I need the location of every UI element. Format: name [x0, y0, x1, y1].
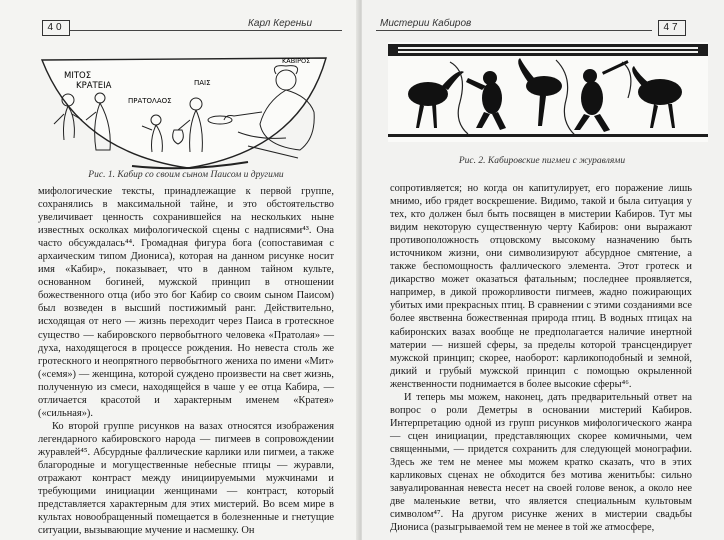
running-head-right: Мистерии Кабиров	[380, 18, 472, 29]
header-rule-left	[70, 30, 342, 31]
figure-1-kabir-vase	[38, 54, 330, 172]
left-body-text	[38, 185, 334, 537]
figure-2-caption: Рис. 2. Кабировские пигмеи с журавлями	[458, 156, 626, 166]
right-paragraph-2: И теперь мы можем, наконец, дать предварительный ответ на вопрос о роли Деметры в основании мистерий Кабиров. Интерпретацию одной из групп рисунков мифологического жанра — сцен инициации, представляющих скорее комичными, чем священными, — придется сохранить для следующей монографии. Здесь же тем не менее мы можем кратко сказать, что в этих карликовых сценах не обходится без мотива женитьбы: сильно завуалированная невеста несет на своей голове венок, а около нее две маленькие ветви, что является специальным культовым символом⁴⁷. На другом рисунке жених в мистерии свадьбы Диониса (разыгрываемой тем не менее в той же атмосфере,	[390, 391, 692, 534]
figure-2-pygmies-cranes-frieze	[388, 42, 708, 142]
left-paragraph-1: мифологические тексты, принадлежащие к первой группе, сохранялись в максимальной тайне, и это обстоятельство увеличивает ценность сохранившейся на нескольких ныне известных осколках мифологической сцены с надписями⁴³. Она часто обсуждалась⁴⁴. Громадная фигура бога (сопоставимая с архаическим типом Диониса), которая на данном рисунке носит имя «Кабир», показывает, что в данном тайном культе, основанном богиней, мужской принцип в отношении божественного отца (ибо это бог Кабир со своим сыном Паисом) был возведен в высший постижимый ранг. Действительно, исходящая от него — жизнь переходит через Паиса в гротескное существо — кабировского первобытного человека «Пратолая» — духа, находящегося в процессе рождения. Но невеста столь же гротескного и неопрятного первобытного жениха по имени «Мит» («семя») — женщина, которой суждено произвести на свет жизнь, полученную из смеси, находящейся в чаше у ее отца Кабира, — отличается красотой и характерным именем «Кратея» («сильная»).	[38, 186, 334, 419]
inscription-pratolaos: ΠΡΑΤΟΛΑΟΣ	[128, 97, 172, 105]
right-page	[362, 0, 724, 540]
page-number-right: 47	[658, 20, 686, 36]
right-body-text	[390, 182, 692, 534]
header-rule-right	[376, 30, 652, 31]
inscription-pais: ΠΑΙΣ	[194, 79, 211, 87]
inscription-mitos: ΜΙΤΟΣ	[64, 71, 92, 81]
right-paragraph-1: сопротивляется; но когда он капитулирует, его поражение лишь мнимо, ибо грядет воскрешение. Видимо, такой и была ситуация у тех, кто должен был быть посвящен в мистерии Кабиров. Тут мы видим некоторую существенную черту Кабиров: они выражают противоположность отцовскому высокому назначению быть источником жизни, они символизируют абсурдное смятение, а также беспомощность фаллического элемента. Этот гротеск и дикарство может оказаться фатальным; последнее проявляется, например, в дикой прожорливости пигмеев, жадно пожирающих убитых ими прекрасных птиц. В сравнении с этими созданиями все более явственна божественная природа птиц. В водных птицах на кабиронских вазах вообще не предполагается наличие инертной материи — низшей сферы, за пределы которой трансцендирует мужской принцип; скорее, наоборот: карликоподобный и земной, дикий и грубый мужской принцип с помощью окрыленной женственности поднимается в более высокие сферы⁴⁶.	[390, 183, 692, 390]
inscription-kabiros: ΚΑΒΙΡΟΣ	[282, 57, 311, 65]
running-head-left: Карл Кереньи	[248, 18, 313, 29]
page-number-left: 40	[42, 20, 70, 36]
inscription-krateia: ΚΡΑΤΕΙΑ	[76, 81, 112, 91]
left-paragraph-2: Ко второй группе рисунков на вазах относятся изображения легендарного кабировского народа — пигмеев в сопровождении журавлей⁴⁵. Абсурдные фаллические карлики или пигмеи, а также благородные и могущественные небесные птицы — журавли, отражают контраст между инициируемыми мужчинами и требующими инициации женщинами — контраст, который представляется характерным для этих мистерий. Во всем мире в культах новообращенный помещается в болезненные и гнетущие ситуации, вызывающие мучение и насмешку. Он	[38, 420, 334, 537]
left-page	[0, 0, 360, 540]
figure-1-caption: Рис. 1. Кабир со своим сыном Паисом и другими	[88, 170, 284, 180]
